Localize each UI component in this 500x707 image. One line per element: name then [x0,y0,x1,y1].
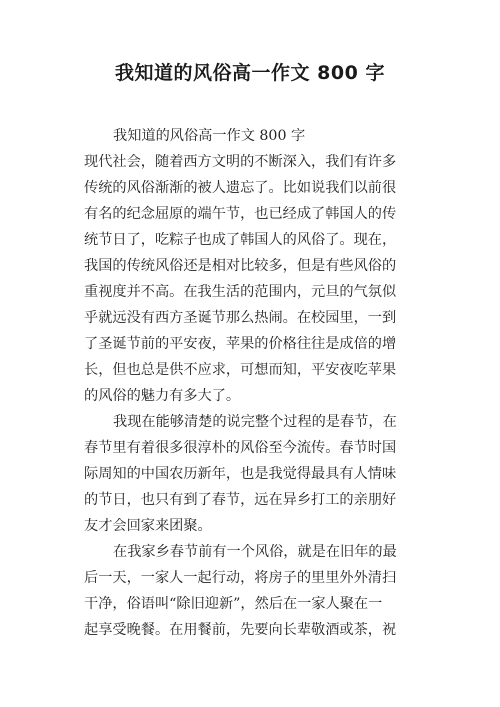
document-title: 我知道的风俗高一作文 800 字 [115,62,385,84]
text-line: 的风俗的魅力有多大了。 [84,388,241,404]
text-line: 统节日了，吃粽子也成了韩国人的风俗了。现在， [84,232,397,248]
text-line: 了圣诞节前的平安夜，苹果的价格往往是成倍的增 [84,336,397,352]
text-line: 传统的风俗渐渐的被人遗忘了。比如说我们以前很 [84,180,397,196]
text-line: 后一天，一家人一起行动，将房子的里里外外清扫 [84,570,397,586]
text-line: 我国的传统风俗还是相对比较多，但是有些风俗的 [84,258,397,274]
text-line: 春节里有着很多很淳朴的风俗至今流传。春节时国 [84,440,397,456]
text-line: 有名的纪念屈原的端午节，也已经成了韩国人的传 [84,206,397,222]
text-line: 际周知的中国农历新年，也是我觉得最具有人情味 [84,466,397,482]
paragraph-first-line: 我现在能够清楚的说完整个过程的是春节，在 [113,414,397,430]
text-line: 起享受晚餐。在用餐前，先要向长辈敬酒或茶，祝 [84,622,397,638]
text-line: 重视度并不高。在我生活的范围内，元旦的气氛似 [84,284,397,300]
document-body [84,123,420,643]
text-line: 友才会回家来团聚。 [84,518,212,534]
text-line: 现代社会，随着西方文明的不断深入，我们有许多 [84,154,397,170]
text-line: 乎就远没有西方圣诞节那么热闹。在校园里，一到 [84,310,397,326]
paragraph-first-line: 在我家乡春节前有一个风俗，就是在旧年的最 [113,544,397,560]
text-line: 干净，俗语叫“除旧迎新”，然后在一家人聚在一 [84,596,383,612]
text-line: 的节日，也只有到了春节，远在异乡打工的亲朋好 [84,492,397,508]
paragraph-first-line: 我知道的风俗高一作文 800 字 [113,128,306,144]
text-line: 长，但也总是供不应求，可想而知，平安夜吃苹果 [84,362,397,378]
